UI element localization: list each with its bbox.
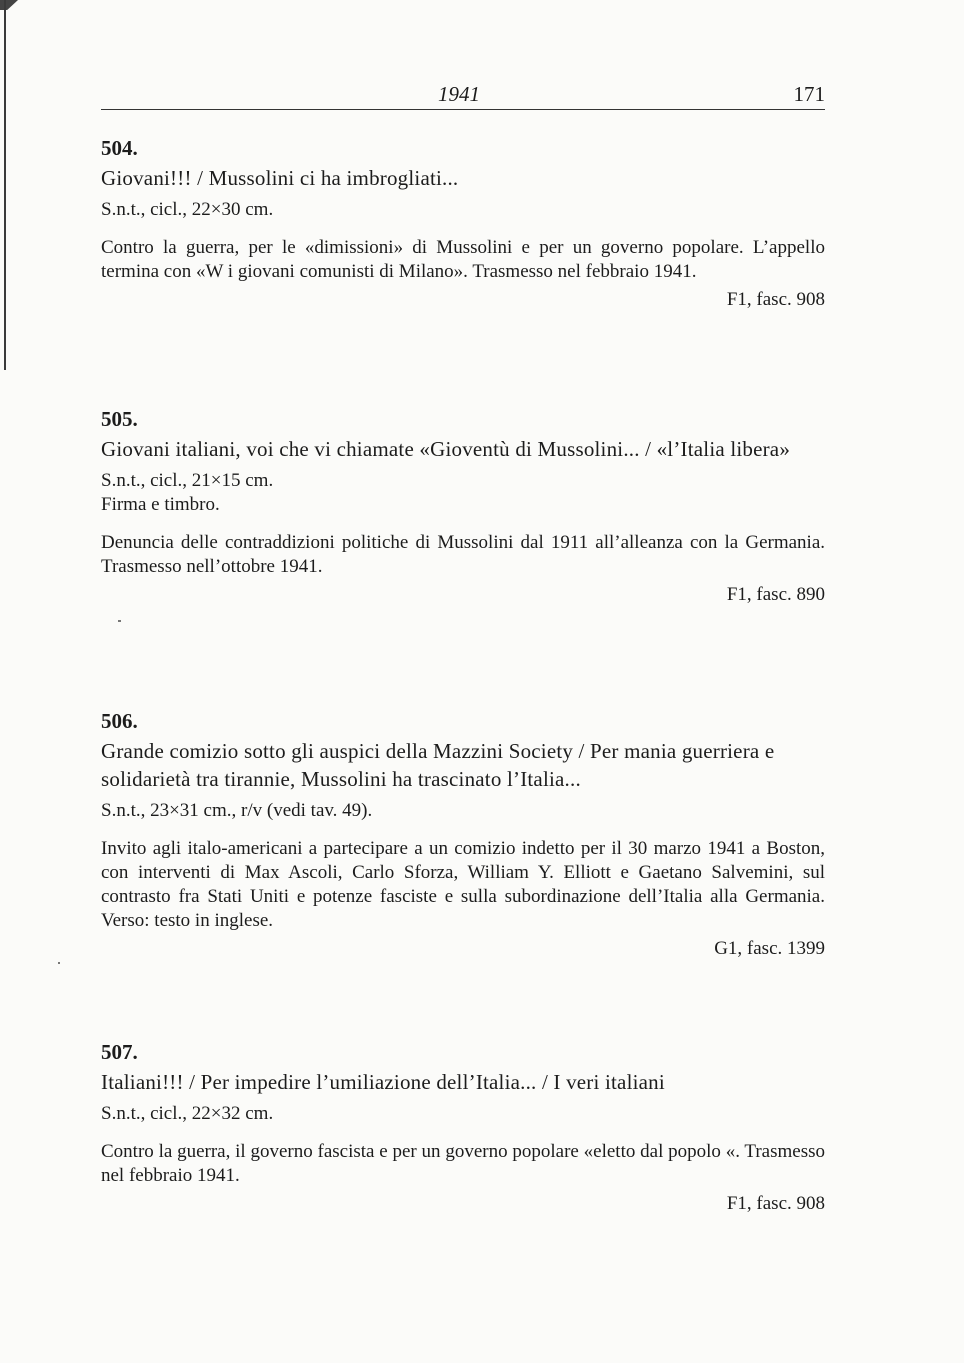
scan-corner-mark xyxy=(0,0,18,10)
entry-note: Firma e timbro. xyxy=(101,494,220,515)
entry-description: Contro la guerra, il governo fascista e per un governo popolare «eletto dal popolo «. Trasmesso nel febbraio 1941. xyxy=(101,1141,825,1186)
catalog-entry-507 xyxy=(101,1040,825,1216)
entry-physical-description: S.n.t., 23×31 cm., r/v (vedi tav. 49). xyxy=(101,800,373,821)
entry-title: Giovani italiani, voi che vi chiamate «Gioventù di Mussolini... / «l’Italia libera» xyxy=(101,437,791,461)
entry-archive-reference: F1, fasc. 908 xyxy=(726,289,825,310)
entry-description: Invito agli italo-americani a partecipare a un comizio indetto per il 30 marzo 1941 a Boston, con interventi di Max Ascoli, Carlo Sforza, William Y. Elliott e Gaetano Salvemini, sul contrasto fra Stati Uniti e potenze fasciste e sulla subordinazione dell’Italia alla Germania. Verso: testo in inglese. xyxy=(101,838,825,931)
entry-archive-reference: F1, fasc. 890 xyxy=(726,584,825,605)
scan-speck xyxy=(58,962,60,964)
entry-title: Italiani!!! / Per impedire l’umiliazione dell’Italia... / I veri italiani xyxy=(101,1070,665,1094)
scan-speck xyxy=(118,620,121,622)
running-header xyxy=(101,82,825,112)
entry-archive-reference: F1, fasc. 908 xyxy=(726,1193,825,1214)
entry-physical-description: S.n.t., cicl., 21×15 cm. xyxy=(101,470,274,491)
catalog-entry-504 xyxy=(101,136,825,312)
entry-description: Denuncia delle contraddizioni politiche di Mussolini dal 1911 all’alleanza con la Germania. Trasmesso nell’ottobre 1941. xyxy=(101,532,825,577)
entry-description: Contro la guerra, per le «dimissioni» di Mussolini e per un governo popolare. L’appello termina con «W i giovani comunisti di Milano». Trasmesso nel febbraio 1941. xyxy=(101,237,825,282)
entry-number: 504. xyxy=(101,136,138,160)
catalog-entry-506 xyxy=(101,709,825,961)
entry-number: 505. xyxy=(101,407,138,431)
entry-number: 506. xyxy=(101,709,138,733)
running-header-year: 1941 xyxy=(438,82,480,106)
entry-archive-reference: G1, fasc. 1399 xyxy=(714,938,825,959)
entry-title: Grande comizio sotto gli auspici della Mazzini Society / Per mania guerriera e solidarietà tra tirannie, Mussolini ha trascinato l’Italia... xyxy=(101,739,775,791)
entry-physical-description: S.n.t., cicl., 22×32 cm. xyxy=(101,1103,274,1124)
entry-number: 507. xyxy=(101,1040,138,1064)
header-rule xyxy=(101,109,825,110)
entry-title: Giovani!!! / Mussolini ci ha imbrogliati... xyxy=(101,166,459,190)
entry-physical-description: S.n.t., cicl., 22×30 cm. xyxy=(101,199,274,220)
scan-binding-edge xyxy=(4,0,6,370)
page-number: 171 xyxy=(793,82,825,106)
catalog-entry-505 xyxy=(101,407,825,607)
